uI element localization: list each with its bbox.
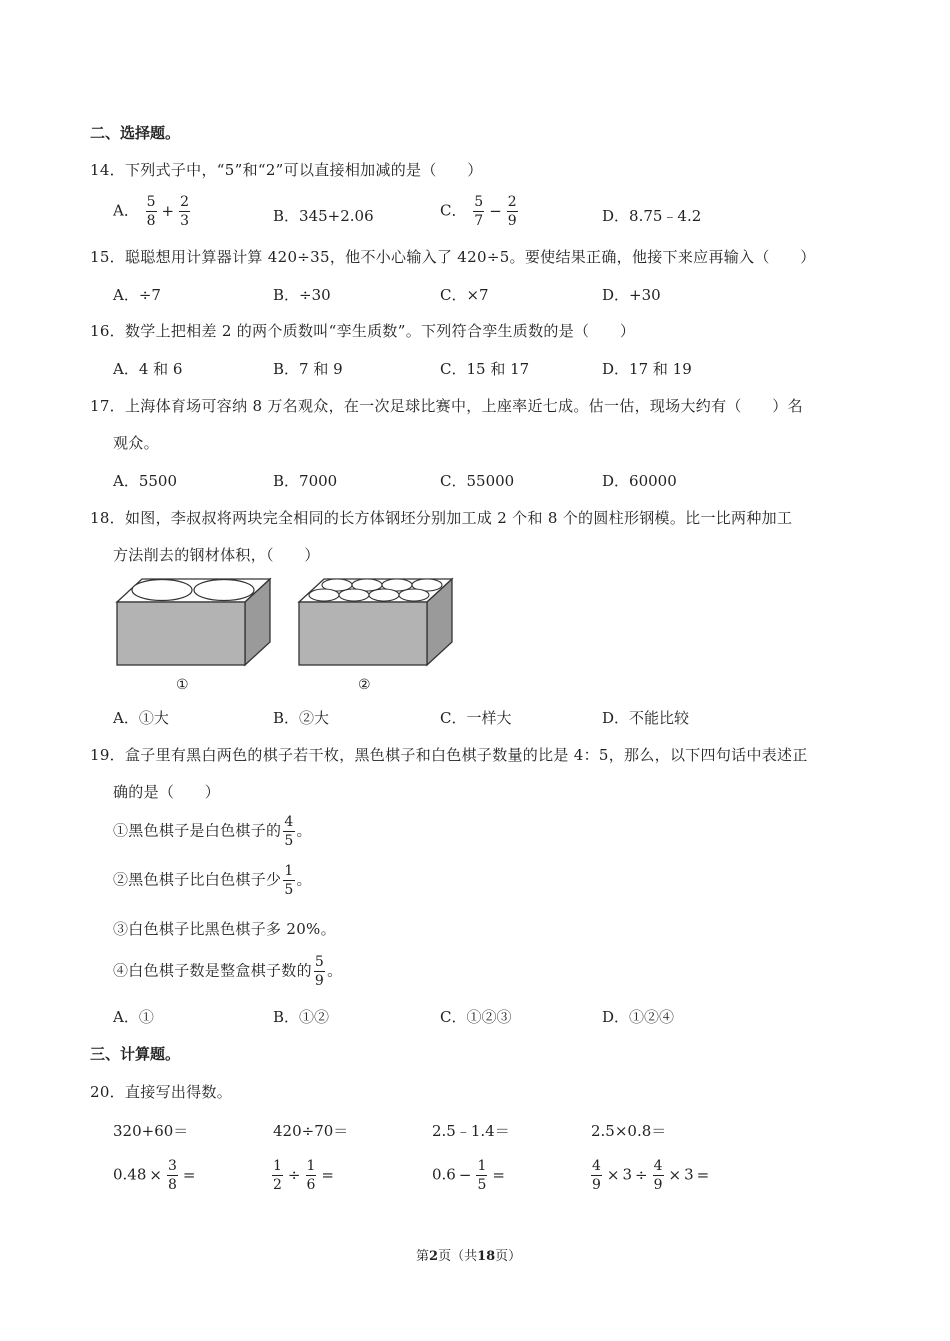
q19-option-d: D．①②④ [602,1008,675,1026]
q15-option-c: C．×7 [440,286,489,304]
question-19-stem-line1: 19．盒子里有黑白两色的棋子若干枚，黑色棋子和白色棋子数量的比是 4：5，那么，以下四句话中表述正 [90,746,808,764]
q17-option-d: D．60000 [602,472,677,490]
question-17-stem-line1: 17．上海体育场可容纳 8 万名观众，在一次足球比赛中，上座率近七成。估一估，现场大约有（ ）名 [90,397,803,415]
q14-option-d: D．8.75﹣4.2 [602,207,702,225]
q19-statement-3: ③白色棋子比黑色棋子多 20%。 [113,920,336,938]
q19-option-c: C．①②③ [440,1008,512,1026]
steel-blocks-figure [112,574,462,674]
q19-statement-1: ①黑色棋子是白色棋子的 $\frac{4}{5}$ 。 [113,814,312,849]
page-total: 18 [477,1249,496,1264]
question-19-stem-line2: 确的是（ ） [113,783,221,801]
q20-expr-8: $\frac{4}{9}$ × 3 ÷ $\frac{4}{9}$ × 3 = [592,1158,710,1193]
page-footer: 第2页（共18页） [416,1249,522,1264]
q14-option-b: B．345+2.06 [273,207,374,225]
q15-option-a: A．÷7 [113,286,161,304]
q20-expr-7: 0.6 − $\frac{1}{5}$ = [432,1158,505,1193]
figure-label-1: ① [176,677,189,693]
q17-option-a: A．5500 [113,472,178,490]
page-number: 2 [429,1249,439,1264]
q14-option-c: C． $\frac{5}{7}$ − $\frac{2}{9}$ [440,194,517,229]
q20-expr-3: 2.5﹣1.4＝ [432,1122,510,1140]
q20-expr-1: 320+60＝ [113,1122,189,1140]
question-18-stem-line1: 18．如图，李叔叔将两块完全相同的长方体钢坯分别加工成 2 个和 8 个的圆柱形钢模。比一比两种加工 [90,509,793,527]
q19-option-b: B．①② [273,1008,330,1026]
q16-option-c: C．15 和 17 [440,360,530,378]
q16-option-a: A．4 和 6 [113,360,183,378]
question-16-stem: 16．数学上把相差 2 的两个质数叫“孪生质数”。下列符合孪生质数的是（ ） [90,322,636,340]
q18-option-b: B．②大 [273,709,330,727]
question-18-stem-line2: 方法削去的钢材体积，（ ） [113,546,320,564]
q19-statement-4: ④白色棋子数是整盒棋子数的 $\frac{5}{9}$ 。 [113,954,343,989]
question-20-stem: 20．直接写出得数。 [90,1083,233,1101]
question-15-stem: 15．聪聪想用计算器计算 420÷35，他不小心输入了 420÷5。要使结果正确，他接下来应再输入（ ） [90,248,816,266]
block-1-illustration [117,579,270,665]
q17-option-c: C．55000 [440,472,515,490]
q18-option-a: A．①大 [113,709,169,727]
section-title-choice: 二、选择题。 [90,124,181,142]
q18-option-d: D．不能比较 [602,709,690,727]
q20-expr-6: $\frac{1}{2}$ ÷ $\frac{1}{6}$ = [273,1158,334,1193]
section-title-calculation: 三、计算题。 [90,1045,181,1063]
q20-expr-5: 0.48 × $\frac{3}{8}$ = [113,1158,196,1193]
question-14-stem: 14．下列式子中，“5”和“2”可以直接相加减的是（ ） [90,161,483,179]
q15-option-d: D．+30 [602,286,661,304]
q19-option-a: A．① [113,1008,154,1026]
q16-option-b: B．7 和 9 [273,360,343,378]
q17-option-b: B．7000 [273,472,338,490]
q18-option-c: C．一样大 [440,709,512,727]
q20-expr-2: 420÷70＝ [273,1122,349,1140]
q16-option-d: D．17 和 19 [602,360,692,378]
block-2-illustration [299,579,452,665]
q15-option-b: B．÷30 [273,286,331,304]
question-17-stem-line2: 观众。 [113,434,159,452]
q14-option-a: A． $\frac{5}{8}$ + $\frac{2}{3}$ [113,194,190,229]
figure-label-2: ② [358,677,371,693]
q20-expr-4: 2.5×0.8＝ [591,1122,667,1140]
q19-statement-2: ②黑色棋子比白色棋子少 $\frac{1}{5}$ 。 [113,863,312,898]
